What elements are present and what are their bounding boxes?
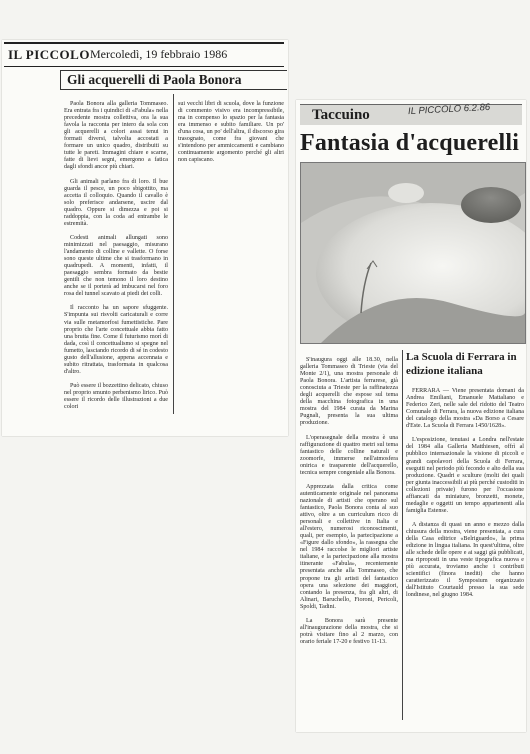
paragraph: A distanza di quasi un anno e mezzo dalla chiusura della mostra, viene presentata, a cura della Casa editrice «Belriguardo», la prima edizione in lingua italiana. In quest'ultima, oltre alle schede delle opere e ai saggi già pubblicati, ma riproposti in una veste tipografica nuova e più accurata, troviamo anche i contributi scientifici (finora inediti) che hanno caratterizzato il Symposium organizzato dall'Istituto Courtauld presso la sua sede londinese, nel giugno 1984. [406,521,524,599]
paragraph: Apprezzata dalla critica come autenticamente originale nel panorama nazionale di artisti che operano sul fantastico, Paola Bonora conta al suo attivo, oltre a un curriculum ricco di personali e collettive in Italia e all'estero, numerosi riconoscimenti, quali, per esempio, la partecipazione a «Figure dallo sfondo», la rassegna che nel 1984 raccolse le migliori artiste italiane, e la partecipazione alla mostra itinerante «Fabula», recentemente presentata anche alla Tommaseo, che propone tra gli artisti del fantastico opera una selezione dei maggiori, contando la presenza, fra gli altri, di Alinari, Baruchello, Fioroni, Pericoli, Spoldi, Tadini. [300,483,398,610]
paragraph: Paola Bonora alla galleria Tommaseo. Era entrata fra i quindici di «Fabula» nella precedente mostra collettiva, ora la sua favola la racconta per intero da sola con gli acquerelli a colori assai tenui in formati diversi, talvolta accostati a formare un unico quadro, distribuiti su tutte le pareti. Immagini chiare e scarne, fatte di lievi segni, emergono a fatica dagli sfondi ancor più chiari. [64,101,168,171]
section-title: Taccuino [312,107,370,123]
left-headline-box [60,70,287,90]
paragraph: Gli animali parlano fra di loro. Il bue guarda il pesce, un poco sbigottito, ma accetta il colloquio. Quando il cavallo è solo preferisce andarsene, uscire dal quadro. Oppure si dimezza e poi si raddoppia, con la coda ad entrambe le estremità. [64,178,168,227]
paragraph: Codesti animali allungati sono minimizzati nel paesaggio, misurano l'andamento di colline e vallette. O forse sono queste ultime che si trasformano in quadrupedi. A momenti, infatti, il paesaggio sembra formato da bestie gentili che non temono il loro destino anche se il porterà ad imbucarsi nel foro rosa del tunnel scavato ai piedi dei colli. [64,234,168,298]
artwork-photo [300,162,526,344]
paragraph: S'inaugura oggi alle 18.30, nella galleria Tommaseo di Trieste (via del Monte 2/1), una mostra personale di Paola Bonora. L'artista ferrarese, già conosciuta a Trieste per la raffinatezza degli acquerelli che espose sul tema della macchina fotografica in una mostra del 1984 curata da Marina Pugnali, presenta la sua ultima produzione. [300,357,398,427]
column-rule [402,350,403,720]
paragraph: La Bonora sarà presente all'inaugurazione della mostra, che si potrà visitare fino al 2 marzo, con orario feriale 17-20 e festivo 11-13. [300,617,398,645]
newspaper-name: IL PICCOLO [8,47,90,62]
issue-date: Mercoledì, 19 febbraio 1986 [90,47,228,61]
left-column-2 [178,94,284,174]
right-column-2 [406,381,524,731]
paragraph: Il racconto ha un sapore sfuggente. S'impunta sui risvolti caricaturali e corre via sulle metamorfosi fumettistiche. Pare proprio che l'arte concettuale abbia fatto una brutta fine. Come il futurismo morì di dada, così il concettualismo si spegne nel fumetto, lasciando ricordo di sé in codesto gusto dell'allusione, appena accennata e subito ritrattata, trasformata in qualcosa d'altro. [64,305,168,375]
column-rule [173,94,174,414]
watercolor-hills-image [301,163,525,343]
right-headline: Fantasia d'acquerelli [300,130,520,156]
masthead [4,42,284,67]
right-subheadline: La Scuola di Ferrara in edizione italiana [406,351,517,377]
paragraph: sui vecchi libri di scuola, dove la funzione di commento visivo era incompressibile, ma in compenso lo spazio per la fantasia era immenso e subito familiare. Un po' d'una cosa, un po' dell'altra, il discorso gira trasognato, come fra giovani che s'intendono per ammiccamenti e cambiano continuamente argomento perché gli altri non capiscano. [178,101,284,164]
paragraph: Può essere il bozzettino delicato, chiuso nel proprio smunto perbenismo lirico. Può essere il ricordo delle illustrazioni a due colori [64,382,168,411]
left-headline: Gli acquerelli di Paola Bonora [67,72,242,87]
paragraph: L'operasegnale della mostra è una raffigurazione di quattro metri sul tema fantastico delle colline naturali e zoomorfe, immerse nell'atmosfera onirica e trasparente dell'acquerello, tecnica sempre congeniale alla Bonora. [300,434,398,476]
paragraph: FERRARA — Viene presentata domani da Andrea Emiliani, Emanuele Mattaliano e Federico Zeri, nelle sale del ridotto del Teatro Comunale di Ferrara, la nuova edizione italiana del catalogo della mostra «Da Borso a Cesare d'Este. La Scuola di Ferrara 1450/1628». [406,388,524,430]
paragraph: L'esposizione, tenutasi a Londra nell'estate del 1984 alla Galleria Matthiesen, offrì al pubblico internazionale la visione di piccoli e grandi capolavori della Scuola di Ferrara, eseguiti nel periodo più fecondo e alto della sua produzione. Quadri e sculture (molti dei quali per giunta inaccessibili ai più perché custoditi in collezioni private) furono per l'occasione affiancati da miniature, bronzetti, monete, medaglie e oggetti un tempo appartenenti alla famiglia Estense. [406,437,524,514]
right-column-1 [300,350,398,730]
left-column-1 [64,94,168,434]
handwritten-note: IL PICCOLO 6.2.86 [407,101,491,118]
